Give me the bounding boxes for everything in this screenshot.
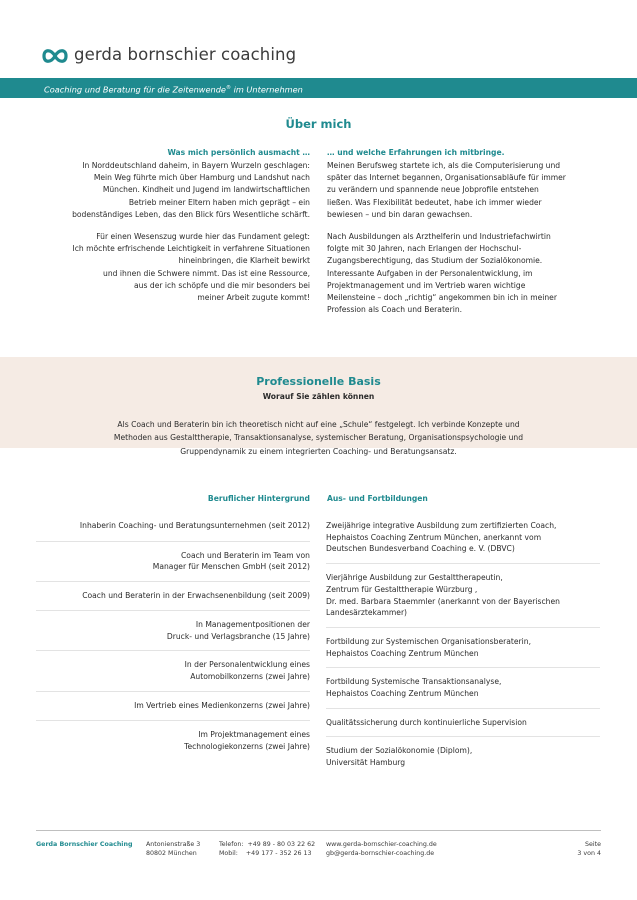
about-right-line: später das Internet begannen, Organisationsabläufe für immer xyxy=(327,173,566,183)
training-list xyxy=(326,515,600,777)
about-left-line: In Norddeutschland daheim, in Bayern Wurzeln geschlagen: xyxy=(82,161,310,170)
training-item-line: Hephaistos Coaching Zentrum München, anerkannt vom xyxy=(326,532,542,542)
career-item-line: Technologiekonzerns (zwei Jahre) xyxy=(184,742,310,752)
about-right-line: Profession als Coach und Beraterin. xyxy=(327,305,463,315)
about-left-text xyxy=(36,160,310,314)
career-item xyxy=(36,692,310,722)
career-item-line: Inhaberin Coaching- und Beratungsunternehmen (seit 2012) xyxy=(79,521,310,530)
basis-subtitle: Worauf Sie zählen können xyxy=(262,392,375,401)
training-item-line: Deutschen Bundesverband Coaching e. V. (DBVC) xyxy=(326,544,515,554)
about-left-paragraph xyxy=(36,231,310,304)
about-right-line: Projektmanagement und im Vertrieb waren wichtige xyxy=(327,280,526,290)
training-item-line: Studium der Sozialökonomie (Diplom), xyxy=(326,746,473,756)
about-right-line: Interessante Aufgaben in der Personalentwicklung, im xyxy=(327,268,533,278)
footer-page-count: 3 von 4 xyxy=(577,850,601,857)
career-item-line: Coach und Beraterin in der Erwachsenenbildung (seit 2009) xyxy=(82,591,310,601)
footer-phones xyxy=(219,840,315,858)
about-left-line: und ihnen die Schwere nimmt. Das ist eine Ressource, xyxy=(103,268,310,278)
footer-address xyxy=(146,840,200,858)
about-left-heading: Was mich persönlich ausmacht … xyxy=(167,148,310,157)
footer-contact xyxy=(326,840,437,858)
about-left-line: meiner Arbeit zugute kommt! xyxy=(197,293,310,303)
training-item xyxy=(326,564,600,628)
training-item xyxy=(326,628,600,668)
about-left-line: Ich möchte erfrischende Leichtigkeit in verfahrene Situationen xyxy=(72,244,310,254)
basis-text xyxy=(60,418,577,458)
career-item xyxy=(36,542,310,582)
career-item-line: Automobilkonzerns (zwei Jahre) xyxy=(190,671,310,681)
footer-brand: Gerda Bornschier Coaching xyxy=(36,841,133,848)
career-item-line: In der Personalentwicklung eines xyxy=(184,660,310,670)
footer-street: Antonienstraße 3 xyxy=(146,841,201,848)
footer-telefon[interactable]: Telefon: +49 89 - 80 03 22 62 xyxy=(219,841,316,848)
about-left-paragraph xyxy=(36,160,310,221)
training-heading: Aus- und Fortbildungen xyxy=(327,494,428,503)
career-item xyxy=(36,721,310,760)
training-item-line: Zentrum für Gestalttherapie Würzburg , xyxy=(326,584,478,594)
career-item-line: Im Vertrieb eines Medienkonzerns (zwei Jahre) xyxy=(134,700,310,710)
career-item-line: In Managementpositionen der xyxy=(195,619,310,629)
training-item-line: Dr. med. Barbara Staemmler (anerkannt von der Bayerischen xyxy=(326,596,560,606)
training-item-line: Qualitätssicherung durch kontinuierliche Supervision xyxy=(326,717,527,727)
about-right-line: Zugangsberechtigung, das Studium der Sozialökonomie. xyxy=(327,256,543,266)
footer-mobil[interactable]: Mobil: +49 177 - 352 26 13 xyxy=(219,850,312,857)
about-right-text xyxy=(327,160,607,326)
about-left-line: München. Kindheit und Jugend im landwirtschaftlichen xyxy=(102,185,310,195)
career-item-line: Manager für Menschen GmbH (seit 2012) xyxy=(152,562,310,572)
about-right-line: Meilensteine – doch „richtig“ angekommen bin ich in meiner xyxy=(327,293,557,303)
about-right-paragraph xyxy=(327,231,607,316)
about-title: Über mich xyxy=(285,117,352,131)
footer-email-link[interactable]: gb@gerda-bornschier-coaching.de xyxy=(326,850,435,857)
career-item xyxy=(36,582,310,611)
basis-line: Methoden aus Gestalttherapie, Transaktionsanalyse, systemischer Beratung, Organisationspsychologie und xyxy=(113,433,524,443)
about-left-line: bodenständiges Leben, das den Blick fürs Wesentliche schärft. xyxy=(72,209,310,219)
brand-name: gerda bornschier coaching xyxy=(74,45,297,64)
footer-page-number xyxy=(540,840,601,858)
career-item-line: Coach und Beraterin im Team von xyxy=(181,550,310,560)
basis-title: Professionelle Basis xyxy=(256,375,381,388)
career-item xyxy=(36,611,310,651)
about-right-line: ließen. Was Flexibilität bedeutet, habe ich immer wieder xyxy=(327,197,542,207)
about-left-line: aus der ich schöpfe und die mir besonders bei xyxy=(134,280,310,290)
training-item-line: Vierjährige Ausbildung zur Gestalttherapeutin, xyxy=(326,573,503,583)
about-right-heading: … und welche Erfahrungen ich mitbringe. xyxy=(327,148,505,157)
about-left-line: Betrieb meiner Eltern haben mich geprägt – ein xyxy=(128,197,310,207)
training-item xyxy=(326,737,600,776)
basis-line: Gruppendynamik zu einem integrierten Coaching- und Beratungsansatz. xyxy=(180,446,457,456)
training-item-line: Hephaistos Coaching Zentrum München xyxy=(326,689,479,699)
footer-page-label: Seite xyxy=(585,841,601,848)
training-item-line: Fortbildung Systemische Transaktionsanalyse, xyxy=(326,677,502,687)
footer-website-link[interactable]: www.gerda-bornschier-coaching.de xyxy=(326,841,437,848)
tagline: Coaching und Beratung für die Zeitenwende® im Unternehmen xyxy=(44,84,303,95)
training-item-line: Hephaistos Coaching Zentrum München xyxy=(326,648,479,658)
training-item-line: Landesärztekammer) xyxy=(326,608,408,618)
training-item xyxy=(326,668,600,708)
training-item-line: Fortbildung zur Systemischen Organisationsberaterin, xyxy=(326,636,532,646)
logo-infinity-icon xyxy=(42,44,68,68)
about-left-line: Mein Weg führte mich über Hamburg und Landshut nach xyxy=(93,173,310,183)
career-item xyxy=(36,515,310,542)
training-item-line: Zweijährige integrative Ausbildung zum zertifizierten Coach, xyxy=(326,521,557,530)
career-item xyxy=(36,651,310,691)
about-right-line: folgte mit 30 Jahren, nach Erlangen der Hochschul- xyxy=(327,244,522,254)
footer-divider xyxy=(36,830,601,831)
about-left-line: hineinbringen, die Klarheit bewirkt xyxy=(178,256,310,266)
about-right-line: bewiesen – und bin daran gewachsen. xyxy=(327,209,473,219)
training-item xyxy=(326,515,600,564)
about-right-paragraph xyxy=(327,160,607,221)
career-heading: Beruflicher Hintergrund xyxy=(207,494,310,503)
about-left-line: Für einen Wesenszug wurde hier das Fundament gelegt: xyxy=(96,232,310,242)
career-item-line: Im Projektmanagement eines xyxy=(198,730,310,740)
about-right-line: Meinen Berufsweg startete ich, als die Computerisierung und xyxy=(327,161,561,170)
basis-line: Als Coach und Beraterin bin ich theoretisch nicht auf eine „Schule“ festgelegt. Ich verbinde Konzepte und xyxy=(117,420,520,429)
career-item-line: Druck- und Verlagsbranche (15 Jahre) xyxy=(166,631,310,641)
career-list xyxy=(36,515,310,761)
training-item xyxy=(326,709,600,738)
training-item-line: Universität Hamburg xyxy=(326,758,406,768)
about-right-line: Nach Ausbildungen als Arzthelferin und Industriefachwirtin xyxy=(327,232,551,242)
about-right-line: zu verändern und spannende neue Jobprofile entstehen xyxy=(327,185,539,195)
footer-city: 80802 München xyxy=(146,850,197,857)
